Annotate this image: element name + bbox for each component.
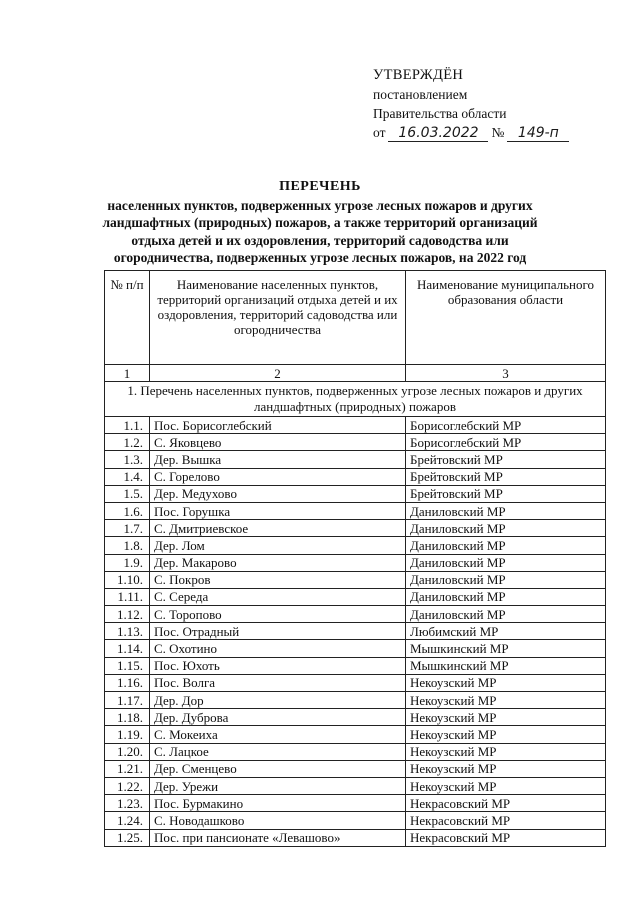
municipality-name: Некрасовский МР bbox=[406, 795, 606, 812]
municipality-name: Даниловский МР bbox=[406, 554, 606, 571]
column-numbers-row bbox=[105, 365, 606, 382]
settlement-name: С. Торопово bbox=[150, 606, 406, 623]
table-row bbox=[105, 726, 606, 743]
municipality-name: Даниловский МР bbox=[406, 588, 606, 605]
column-number: 1 bbox=[105, 365, 150, 382]
municipality-name: Брейтовский МР bbox=[406, 485, 606, 502]
row-number: 1.3. bbox=[105, 451, 150, 468]
approval-heading: УТВЕРЖДЁН bbox=[373, 67, 464, 83]
table-row bbox=[105, 674, 606, 691]
table-row bbox=[105, 588, 606, 605]
row-number: 1.6. bbox=[105, 502, 150, 519]
row-number: 1.4. bbox=[105, 468, 150, 485]
approval-date-number-line bbox=[373, 123, 613, 142]
municipality-name: Даниловский МР bbox=[406, 571, 606, 588]
handwritten-date: 16.03.2022 bbox=[388, 125, 488, 142]
header-municipality: Наименование муниципального образования области bbox=[406, 271, 606, 365]
row-number: 1.9. bbox=[105, 554, 150, 571]
table-row bbox=[105, 777, 606, 794]
table-row bbox=[105, 709, 606, 726]
table-row bbox=[105, 760, 606, 777]
settlement-name: С. Горелово bbox=[150, 468, 406, 485]
settlement-name: С. Середа bbox=[150, 588, 406, 605]
handwritten-number: 149-п bbox=[507, 125, 569, 142]
settlement-name: Дер. Дуброва bbox=[150, 709, 406, 726]
municipality-name: Некрасовский МР bbox=[406, 829, 606, 846]
settlement-name: С. Лацкое bbox=[150, 743, 406, 760]
row-number: 1.15. bbox=[105, 657, 150, 674]
table-header-row bbox=[105, 271, 606, 365]
municipality-name: Даниловский МР bbox=[406, 520, 606, 537]
settlement-name: Пос. Бурмакино bbox=[150, 795, 406, 812]
row-number: 1.14. bbox=[105, 640, 150, 657]
municipality-name: Даниловский МР bbox=[406, 537, 606, 554]
settlement-name: Пос. Волга bbox=[150, 674, 406, 691]
settlement-name: С. Мокеиха bbox=[150, 726, 406, 743]
municipality-name: Некоузский МР bbox=[406, 726, 606, 743]
number-label: № bbox=[491, 125, 505, 140]
table-row bbox=[105, 657, 606, 674]
settlement-name: Дер. Урежи bbox=[150, 777, 406, 794]
row-number: 1.16. bbox=[105, 674, 150, 691]
settlements-table bbox=[104, 270, 606, 847]
settlement-name: С. Новодашково bbox=[150, 812, 406, 829]
settlement-name: Дер. Медухово bbox=[150, 485, 406, 502]
table-row bbox=[105, 468, 606, 485]
table-row bbox=[105, 829, 606, 846]
municipality-name: Брейтовский МР bbox=[406, 451, 606, 468]
municipality-name: Мышкинский МР bbox=[406, 640, 606, 657]
table-row bbox=[105, 606, 606, 623]
row-number: 1.13. bbox=[105, 623, 150, 640]
settlement-name: Дер. Дор bbox=[150, 692, 406, 709]
settlement-name: Пос. Отрадный bbox=[150, 623, 406, 640]
row-number: 1.7. bbox=[105, 520, 150, 537]
approval-stamp bbox=[373, 66, 613, 142]
municipality-name: Некоузский МР bbox=[406, 709, 606, 726]
approval-line-government: Правительства области bbox=[373, 106, 507, 121]
settlement-name: С. Дмитриевское bbox=[150, 520, 406, 537]
row-number: 1.22. bbox=[105, 777, 150, 794]
row-number: 1.2. bbox=[105, 434, 150, 451]
row-number: 1.23. bbox=[105, 795, 150, 812]
table-row bbox=[105, 795, 606, 812]
settlement-name: Дер. Сменцево bbox=[150, 760, 406, 777]
section-title-row bbox=[105, 382, 606, 417]
document-title: ПЕРЕЧЕНЬ bbox=[279, 179, 361, 194]
table-row bbox=[105, 537, 606, 554]
municipality-name: Некоузский МР bbox=[406, 692, 606, 709]
table-row bbox=[105, 451, 606, 468]
row-number: 1.24. bbox=[105, 812, 150, 829]
table-row bbox=[105, 623, 606, 640]
column-number: 3 bbox=[406, 365, 606, 382]
municipality-name: Даниловский МР bbox=[406, 606, 606, 623]
row-number: 1.11. bbox=[105, 588, 150, 605]
table-row bbox=[105, 554, 606, 571]
table-row bbox=[105, 485, 606, 502]
settlement-name: С. Яковцево bbox=[150, 434, 406, 451]
row-number: 1.5. bbox=[105, 485, 150, 502]
from-label: от bbox=[373, 125, 386, 140]
municipality-name: Борисоглебский МР bbox=[406, 417, 606, 434]
row-number: 1.8. bbox=[105, 537, 150, 554]
settlement-name: Пос. Горушка bbox=[150, 502, 406, 519]
table-row bbox=[105, 417, 606, 434]
table-row bbox=[105, 640, 606, 657]
settlement-name: Пос. при пансионате «Левашово» bbox=[150, 829, 406, 846]
table-row bbox=[105, 520, 606, 537]
municipality-name: Даниловский МР bbox=[406, 502, 606, 519]
municipality-name: Мышкинский МР bbox=[406, 657, 606, 674]
municipality-name: Некоузский МР bbox=[406, 743, 606, 760]
row-number: 1.10. bbox=[105, 571, 150, 588]
municipality-name: Любимский МР bbox=[406, 623, 606, 640]
document-subtitle: населенных пунктов, подверженных угрозе лесных пожаров и других ландшафтных (природных) пожаров, а также территорий организаций отдыха детей и их оздоровления, территорий садоводства или огородничества, подверженных угрозе лесных пожаров, на 2022 год bbox=[102, 197, 538, 265]
settlement-name: С. Охотино bbox=[150, 640, 406, 657]
table-row bbox=[105, 571, 606, 588]
settlement-name: Дер. Лом bbox=[150, 537, 406, 554]
document-title-block bbox=[100, 178, 540, 267]
row-number: 1.1. bbox=[105, 417, 150, 434]
row-number: 1.21. bbox=[105, 760, 150, 777]
row-number: 1.25. bbox=[105, 829, 150, 846]
municipality-name: Брейтовский МР bbox=[406, 468, 606, 485]
settlement-name: Дер. Макарово bbox=[150, 554, 406, 571]
municipality-name: Некоузский МР bbox=[406, 674, 606, 691]
row-number: 1.18. bbox=[105, 709, 150, 726]
table-row bbox=[105, 502, 606, 519]
header-name: Наименование населенных пунктов, территорий организаций отдыха детей и их оздоровления, территорий садоводства или огородничества bbox=[150, 271, 406, 365]
table-row bbox=[105, 743, 606, 760]
table-row bbox=[105, 812, 606, 829]
settlement-name: Пос. Борисоглебский bbox=[150, 417, 406, 434]
municipality-name: Борисоглебский МР bbox=[406, 434, 606, 451]
approval-line-resolution: постановлением bbox=[373, 87, 468, 102]
table-row bbox=[105, 434, 606, 451]
municipality-name: Некоузский МР bbox=[406, 760, 606, 777]
municipality-name: Некоузский МР bbox=[406, 777, 606, 794]
header-number: № п/п bbox=[105, 271, 150, 365]
table-row bbox=[105, 692, 606, 709]
row-number: 1.19. bbox=[105, 726, 150, 743]
row-number: 1.12. bbox=[105, 606, 150, 623]
settlement-name: С. Покров bbox=[150, 571, 406, 588]
settlement-name: Пос. Юхоть bbox=[150, 657, 406, 674]
column-number: 2 bbox=[150, 365, 406, 382]
municipality-name: Некрасовский МР bbox=[406, 812, 606, 829]
row-number: 1.17. bbox=[105, 692, 150, 709]
section-title: 1. Перечень населенных пунктов, подверженных угрозе лесных пожаров и других ландшафтных (природных) пожаров bbox=[105, 382, 606, 417]
row-number: 1.20. bbox=[105, 743, 150, 760]
settlement-name: Дер. Вышка bbox=[150, 451, 406, 468]
